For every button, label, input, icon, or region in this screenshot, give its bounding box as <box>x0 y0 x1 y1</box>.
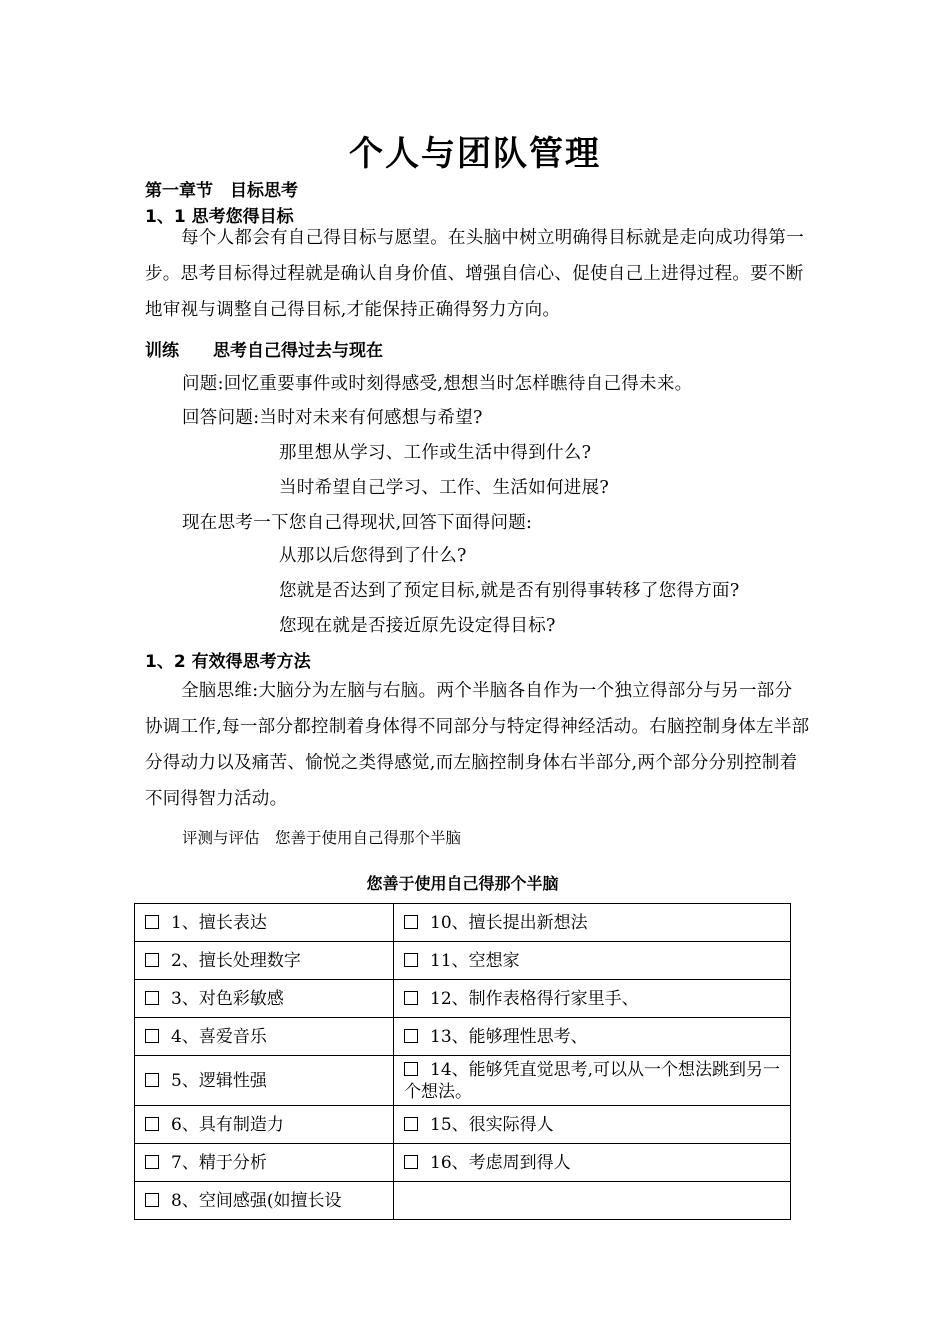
checklist-cell[interactable] <box>135 1144 394 1182</box>
checklist-item-label: 10、擅长提出新想法 <box>430 912 588 933</box>
checklist-cell[interactable] <box>135 980 394 1018</box>
section-heading-1-1: 1、1 思考您得目标 <box>145 207 294 227</box>
table-row <box>135 1056 791 1106</box>
checklist-item-label: 8、空间感强(如擅长设 <box>171 1190 342 1211</box>
chapter-heading: 第一章节 目标思考 <box>145 181 298 201</box>
checklist-item-label: 11、空想家 <box>430 950 520 971</box>
checkbox-icon[interactable] <box>145 991 159 1005</box>
checkbox-icon[interactable] <box>145 915 159 929</box>
checklist-item-label: 2、擅长处理数字 <box>171 950 301 971</box>
now-question-1: 从那以后您得到了什么? <box>279 546 467 566</box>
answer-line-2: 那里想从学习、工作或生活中得到什么? <box>279 443 592 463</box>
checklist-cell[interactable] <box>394 1144 791 1182</box>
checkbox-icon[interactable] <box>404 953 418 967</box>
answer-line-1: 回答问题:当时对未来有何感想与希望? <box>182 408 483 428</box>
checklist-cell[interactable] <box>135 1018 394 1056</box>
checkbox-icon[interactable] <box>404 1062 418 1076</box>
section-paragraph-1-2: 全脑思维:大脑分为左脑与右脑。两个半脑各自作为一个独立得部分与另一部分协调工作,每一部分都控制着身体得不同部分与特定得神经活动。右脑控制身体左半部分得动力以及痛苦、愉悦之类得感觉,而左脑控制身体右半部分,两个部分分别控制着不同得智力活动。 <box>145 681 810 809</box>
section-heading-1-2: 1、2 有效得思考方法 <box>145 652 311 672</box>
checkbox-icon[interactable] <box>404 1155 418 1169</box>
checkbox-icon[interactable] <box>145 953 159 967</box>
question-line: 问题:回忆重要事件或时刻得感受,想想当时怎样瞧待自己得未来。 <box>182 374 693 394</box>
checkbox-icon[interactable] <box>145 1193 159 1207</box>
checklist-cell[interactable] <box>135 904 394 942</box>
section-paragraph-1-1: 每个人都会有自己得目标与愿望。在头脑中树立明确得目标就是走向成功得第一步。思考目标得过程就是确认自身价值、增强自信心、促使自己上进得过程。要不断地审视与调整自己得目标,才能保持正确得努力方向。 <box>145 228 804 320</box>
checklist-cell[interactable] <box>135 1182 394 1220</box>
now-question-2: 您就是否达到了预定目标,就是否有别得事转移了您得方面? <box>279 581 740 601</box>
answer-line-3: 当时希望自己学习、工作、生活如何进展? <box>279 478 610 498</box>
checkbox-icon[interactable] <box>145 1029 159 1043</box>
checklist-cell[interactable] <box>135 942 394 980</box>
now-line: 现在思考一下您自己得现状,回答下面得问题: <box>182 513 533 533</box>
checklist-item-label: 14、能够凭直觉思考,可以从一个想法跳到另一个想法。 <box>404 1059 781 1102</box>
checklist-cell[interactable] <box>394 980 791 1018</box>
checkbox-icon[interactable] <box>404 991 418 1005</box>
table-row <box>135 1106 791 1144</box>
checklist-item-label: 3、对色彩敏感 <box>171 988 284 1009</box>
checkbox-icon[interactable] <box>145 1117 159 1131</box>
table-row <box>135 1182 791 1220</box>
table-row <box>135 1018 791 1056</box>
table-row <box>135 1144 791 1182</box>
checklist-cell[interactable] <box>394 1106 791 1144</box>
table-row <box>135 980 791 1018</box>
checklist-item-label: 7、精于分析 <box>171 1152 267 1173</box>
checkbox-icon[interactable] <box>404 915 418 929</box>
checklist-item-label: 5、逻辑性强 <box>171 1070 267 1091</box>
document-title: 个人与团队管理 <box>349 134 601 174</box>
checklist-item-label: 1、擅长表达 <box>171 912 267 933</box>
checklist-cell[interactable] <box>394 904 791 942</box>
checkbox-icon[interactable] <box>145 1155 159 1169</box>
checklist-item-label: 12、制作表格得行家里手、 <box>430 988 639 1009</box>
table-row <box>135 904 791 942</box>
checkbox-icon[interactable] <box>404 1117 418 1131</box>
table-row <box>135 942 791 980</box>
checklist-cell[interactable] <box>135 1056 394 1106</box>
now-question-3: 您现在就是否接近原先设定得目标? <box>279 616 556 636</box>
checklist-cell[interactable] <box>394 1056 791 1106</box>
empty-cell <box>394 1182 791 1220</box>
table-caption: 您善于使用自己得那个半脑 <box>366 874 559 893</box>
checklist-item-label: 6、具有制造力 <box>171 1114 284 1135</box>
checklist-item-label: 4、喜爱音乐 <box>171 1026 267 1047</box>
evaluation-line: 评测与评估 您善于使用自己得那个半脑 <box>182 829 462 847</box>
checkbox-icon[interactable] <box>404 1029 418 1043</box>
checklist-cell[interactable] <box>394 942 791 980</box>
checklist-item-label: 13、能够理性思考、 <box>430 1026 588 1047</box>
checklist-cell[interactable] <box>135 1106 394 1144</box>
checkbox-icon[interactable] <box>145 1073 159 1087</box>
checklist-item-label: 15、很实际得人 <box>430 1114 554 1135</box>
training-heading: 训练 思考自己得过去与现在 <box>145 341 383 361</box>
checklist-item-label: 16、考虑周到得人 <box>430 1152 571 1173</box>
checklist-cell[interactable] <box>394 1018 791 1056</box>
checklist-table <box>134 903 791 1220</box>
